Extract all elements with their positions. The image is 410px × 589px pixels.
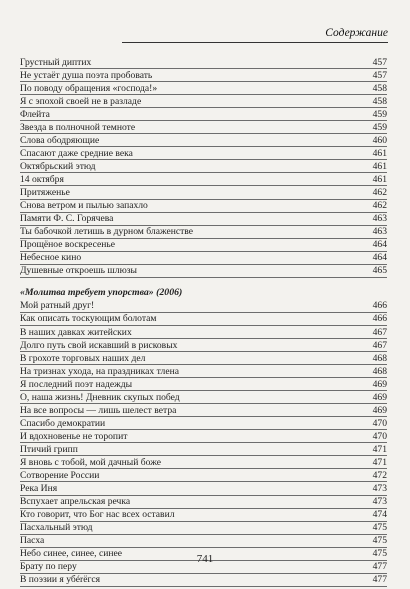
toc-entry-page: 458	[372, 82, 387, 94]
toc-entry-page: 475	[372, 535, 387, 547]
toc-entry-page: 465	[372, 265, 387, 277]
toc-entry-page: 459	[372, 108, 387, 120]
toc-entry-title: Птичий грипп	[20, 443, 78, 455]
toc-entry-title: Ты бабочкой летишь в дурном блаженстве	[20, 226, 194, 238]
toc-entry-page: 459	[372, 121, 387, 133]
toc-entry-title: Небо синее, синее, синее	[20, 548, 122, 560]
toc-entry-page: 466	[372, 313, 387, 325]
toc-entry	[20, 535, 387, 548]
toc-entry-title: Я вновь с тобой, мой дачный боже	[20, 457, 161, 468]
toc-entry-title: Долго путь свой искавший в рисковых	[20, 339, 178, 351]
toc-entry	[20, 108, 387, 121]
toc-entry	[20, 469, 387, 482]
toc-entry-page: 464	[372, 239, 387, 251]
toc-entry	[20, 326, 387, 339]
toc-entry-page: 464	[372, 252, 387, 264]
toc-entry	[20, 391, 387, 404]
toc-entry	[20, 265, 387, 278]
toc-entry-page: 469	[372, 391, 387, 403]
toc-entry-title: Спасибо демократии	[20, 417, 106, 429]
toc-entry	[20, 121, 387, 134]
toc-entry-title: Спасают даже средние века	[20, 147, 133, 159]
toc-entry-title: В грохоте торговых наших дел	[20, 352, 146, 364]
toc-entry-page: 467	[372, 339, 387, 351]
toc-entry-title: И вдохновенье не торопит	[20, 430, 128, 442]
toc-entry-page: 466	[372, 300, 387, 312]
toc-entry-title: Вспухает апрельская речка	[20, 496, 131, 508]
toc-entry-page: 470	[372, 417, 387, 429]
toc-entry	[20, 213, 387, 226]
toc-entry-title: Я последний поэт надежды	[20, 378, 133, 390]
toc-entry-page: 474	[372, 509, 387, 521]
toc-entry-page: 471	[372, 443, 387, 455]
toc-entry	[20, 404, 387, 417]
toc-entry-title: Пасха	[20, 535, 45, 547]
toc-entry-page: 468	[372, 365, 387, 377]
toc-entry-title: Снова ветром и пылью запахло	[20, 200, 148, 212]
toc-entry-title: Прощёное воскресенье	[20, 239, 115, 251]
toc-entry	[20, 365, 387, 378]
toc-entry	[20, 69, 387, 82]
toc-entry-title: На тризнах ухода, на праздниках тлена	[20, 365, 179, 377]
toc-entry-page: 469	[372, 404, 387, 416]
toc-entry-title: Как описать тоскующим болотам	[20, 313, 157, 325]
toc-entry-title: Небесное кино	[20, 252, 82, 264]
toc-entry-page: 472	[372, 470, 387, 482]
toc-entry-title: Брату по перу	[20, 561, 77, 573]
toc-entry-title: Октябрьский этюд	[20, 161, 96, 173]
toc-entry	[20, 378, 387, 391]
toc-entry-title: Кто говорит, что Бог нас всех оставил	[20, 509, 175, 521]
toc-entry	[20, 56, 387, 69]
running-head	[122, 20, 388, 43]
toc-entry-page: 460	[372, 134, 387, 146]
toc-entry	[20, 456, 387, 469]
toc-entry-page: 457	[372, 69, 387, 81]
toc-entry-title: На все вопросы — лишь шелест ветра	[20, 404, 177, 416]
section-title: Содержание	[325, 27, 388, 39]
page-number: 741	[196, 553, 214, 565]
toc-entry	[20, 522, 387, 535]
toc-entry-title: Я с эпохой своей не в разладе	[20, 95, 142, 107]
toc-group-1	[20, 56, 387, 278]
toc-entry	[20, 496, 387, 509]
toc-list	[20, 56, 387, 587]
section-heading: «Молитва требует упорства» (2006)	[20, 286, 183, 298]
toc-entry-title: Душевные откроешь шлюзы	[20, 265, 137, 277]
toc-entry	[20, 352, 387, 365]
toc-entry	[20, 134, 387, 147]
toc-entry	[20, 173, 387, 186]
toc-entry-page: 471	[372, 457, 387, 468]
toc-entry	[20, 95, 387, 108]
toc-entry-title: 14 октября	[20, 174, 64, 186]
toc-entry	[20, 482, 387, 495]
toc-entry-page: 463	[372, 213, 387, 225]
toc-entry-title: Флейта	[20, 108, 50, 120]
toc-entry	[20, 339, 387, 352]
toc-entry	[20, 313, 387, 326]
toc-entry	[20, 417, 387, 430]
toc-entry-title: Не устаёт душа поэта пробовать	[20, 69, 153, 81]
toc-entry-page: 462	[372, 200, 387, 212]
toc-entry-page: 477	[372, 561, 387, 573]
toc-entry-page: 469	[372, 378, 387, 390]
toc-entry	[20, 252, 387, 265]
toc-entry-title: Памяти Ф. С. Горячева	[20, 213, 114, 225]
toc-entry-title: Звезда в полночной темноте	[20, 121, 136, 133]
toc-entry-page: 477	[372, 574, 387, 586]
toc-entry	[20, 509, 387, 522]
toc-entry-page: 473	[372, 496, 387, 508]
toc-entry-page: 468	[372, 352, 387, 364]
toc-entry-page: 475	[372, 548, 387, 560]
toc-entry-page: 473	[372, 483, 387, 495]
toc-entry-page: 467	[372, 326, 387, 338]
toc-entry	[20, 82, 387, 95]
toc-entry	[20, 226, 387, 239]
toc-entry-title: В поэзии я убérёгся	[20, 574, 101, 586]
toc-entry-title: В наших давках житейских	[20, 326, 132, 338]
toc-entry-title: Сотворение России	[20, 470, 100, 482]
toc-entry-title: По поводу обращения «господа!»	[20, 82, 158, 94]
toc-entry	[20, 430, 387, 443]
toc-entry-title: Река Иня	[20, 483, 58, 495]
toc-entry	[20, 160, 387, 173]
toc-entry-page: 458	[372, 95, 387, 107]
toc-entry	[20, 443, 387, 456]
toc-entry	[20, 186, 387, 199]
toc-entry-page: 470	[372, 430, 387, 442]
toc-entry-page: 461	[372, 161, 387, 173]
toc-entry	[20, 574, 387, 587]
toc-entry-title: Грустный диптих	[20, 56, 92, 68]
toc-entry-page: 461	[372, 174, 387, 186]
toc-entry-title: Мой ратный друг!	[20, 300, 95, 312]
toc-entry	[20, 200, 387, 213]
toc-entry-page: 463	[372, 226, 387, 238]
toc-entry-page: 462	[372, 187, 387, 199]
toc-entry-title: О, наша жизнь! Дневник скупых побед	[20, 391, 180, 403]
toc-entry	[20, 239, 387, 252]
toc-group-2	[20, 300, 387, 587]
toc-entry-title: Притяженье	[20, 187, 70, 199]
toc-entry-page: 461	[372, 147, 387, 159]
toc-entry-title: Пасхальный этюд	[20, 522, 93, 534]
toc-entry-page: 475	[372, 522, 387, 534]
toc-entry-page: 457	[372, 56, 387, 68]
toc-entry	[20, 300, 387, 313]
toc-entry	[20, 147, 387, 160]
toc-entry-title: Слова ободряющие	[20, 134, 100, 146]
